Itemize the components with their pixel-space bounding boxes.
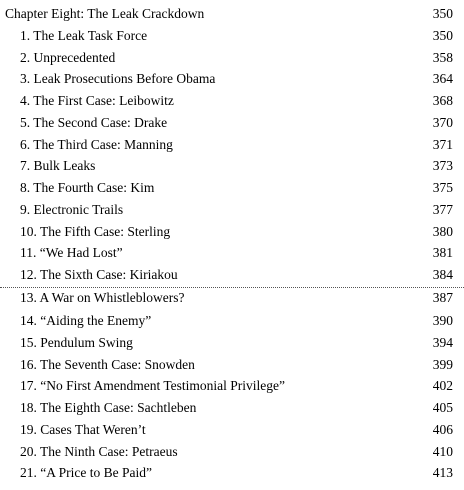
toc-entry-page: 402: [432, 378, 453, 393]
toc-entry[interactable]: [0, 442, 464, 462]
toc-entry-page: 384: [432, 267, 453, 282]
toc-entry-title: 21. “A Price to Be Paid”: [20, 465, 152, 480]
toc-entry-page: 405: [432, 400, 453, 415]
toc-entry[interactable]: [0, 113, 464, 133]
toc-entry-page: 358: [432, 50, 453, 65]
chapter-page-number: 350: [432, 6, 453, 21]
toc-entry-page: 394: [432, 335, 453, 350]
toc-entry-page: 350: [432, 28, 453, 43]
toc-entry-title: 20. The Ninth Case: Petraeus: [20, 444, 178, 459]
toc-entry[interactable]: [0, 91, 464, 111]
toc-entry-title: 6. The Third Case: Manning: [20, 137, 173, 152]
toc-entry-page: 373: [432, 158, 453, 173]
toc-entry-title: 13. A War on Whistleblowers?: [20, 290, 185, 305]
toc-entry[interactable]: [0, 398, 464, 418]
toc-entry-title: 15. Pendulum Swing: [20, 335, 133, 350]
toc-entry-title: 1. The Leak Task Force: [20, 28, 148, 43]
toc-entry-page: 413: [432, 465, 453, 480]
toc-entry[interactable]: [0, 156, 464, 176]
toc-entry[interactable]: [0, 333, 464, 353]
toc-entry[interactable]: [0, 200, 464, 220]
toc-entry-page: 406: [432, 422, 453, 437]
toc-entry-title: 4. The First Case: Leibowitz: [20, 93, 174, 108]
toc-entry-page: 390: [432, 313, 453, 328]
toc-entry-title: 8. The Fourth Case: Kim: [20, 180, 155, 195]
chapter-heading-row[interactable]: [0, 4, 464, 24]
toc-entry[interactable]: [0, 178, 464, 198]
toc-entry-title: 10. The Fifth Case: Sterling: [20, 224, 171, 239]
toc-entry-title: 17. “No First Amendment Testimonial Privilege”: [20, 378, 286, 393]
toc-entry[interactable]: [0, 48, 464, 68]
toc-entry-page: 371: [432, 137, 453, 152]
toc-entry-title: 16. The Seventh Case: Snowden: [20, 357, 195, 372]
toc-entry[interactable]: [0, 376, 464, 396]
toc-entry-title: 14. “Aiding the Enemy”: [20, 313, 152, 328]
toc-entry-page: 368: [432, 93, 453, 108]
toc-entry-page: 364: [432, 71, 453, 86]
toc-entry-page: 381: [432, 245, 453, 260]
toc-entry[interactable]: [0, 222, 464, 242]
toc-entry-title: 9. Electronic Trails: [20, 202, 124, 217]
toc-entry-page: 410: [432, 444, 453, 459]
toc-entry[interactable]: [0, 311, 464, 331]
toc-entry-page: 387: [432, 290, 453, 305]
toc-entry-page: 377: [432, 202, 453, 217]
toc-entry-title: 5. The Second Case: Drake: [20, 115, 168, 130]
toc-entry[interactable]: [0, 243, 464, 263]
toc-entry[interactable]: [0, 288, 464, 308]
toc-entry-title: 3. Leak Prosecutions Before Obama: [20, 71, 216, 86]
toc-entry[interactable]: [0, 135, 464, 155]
chapter-title: Chapter Eight: The Leak Crackdown: [5, 6, 205, 21]
toc-entry[interactable]: [0, 463, 464, 483]
toc-entry-title: 7. Bulk Leaks: [20, 158, 96, 173]
toc-entry[interactable]: [0, 355, 464, 375]
toc-entry[interactable]: [0, 420, 464, 440]
toc-entry-title: 19. Cases That Weren’t: [20, 422, 146, 437]
toc-entry[interactable]: [0, 69, 464, 89]
toc-entry-title: 11. “We Had Lost”: [20, 245, 123, 260]
toc-entry-page: 370: [432, 115, 453, 130]
toc-entry-title: 18. The Eighth Case: Sachtleben: [20, 400, 197, 415]
toc-entry-page: 375: [432, 180, 453, 195]
toc-entry-page: 380: [432, 224, 453, 239]
toc-entry[interactable]: [0, 26, 464, 46]
toc-entry-title: 2. Unprecedented: [20, 50, 116, 65]
toc-entry-page: 399: [432, 357, 453, 372]
toc-entry[interactable]: [0, 265, 464, 285]
toc-entry-title: 12. The Sixth Case: Kiriakou: [20, 267, 178, 282]
